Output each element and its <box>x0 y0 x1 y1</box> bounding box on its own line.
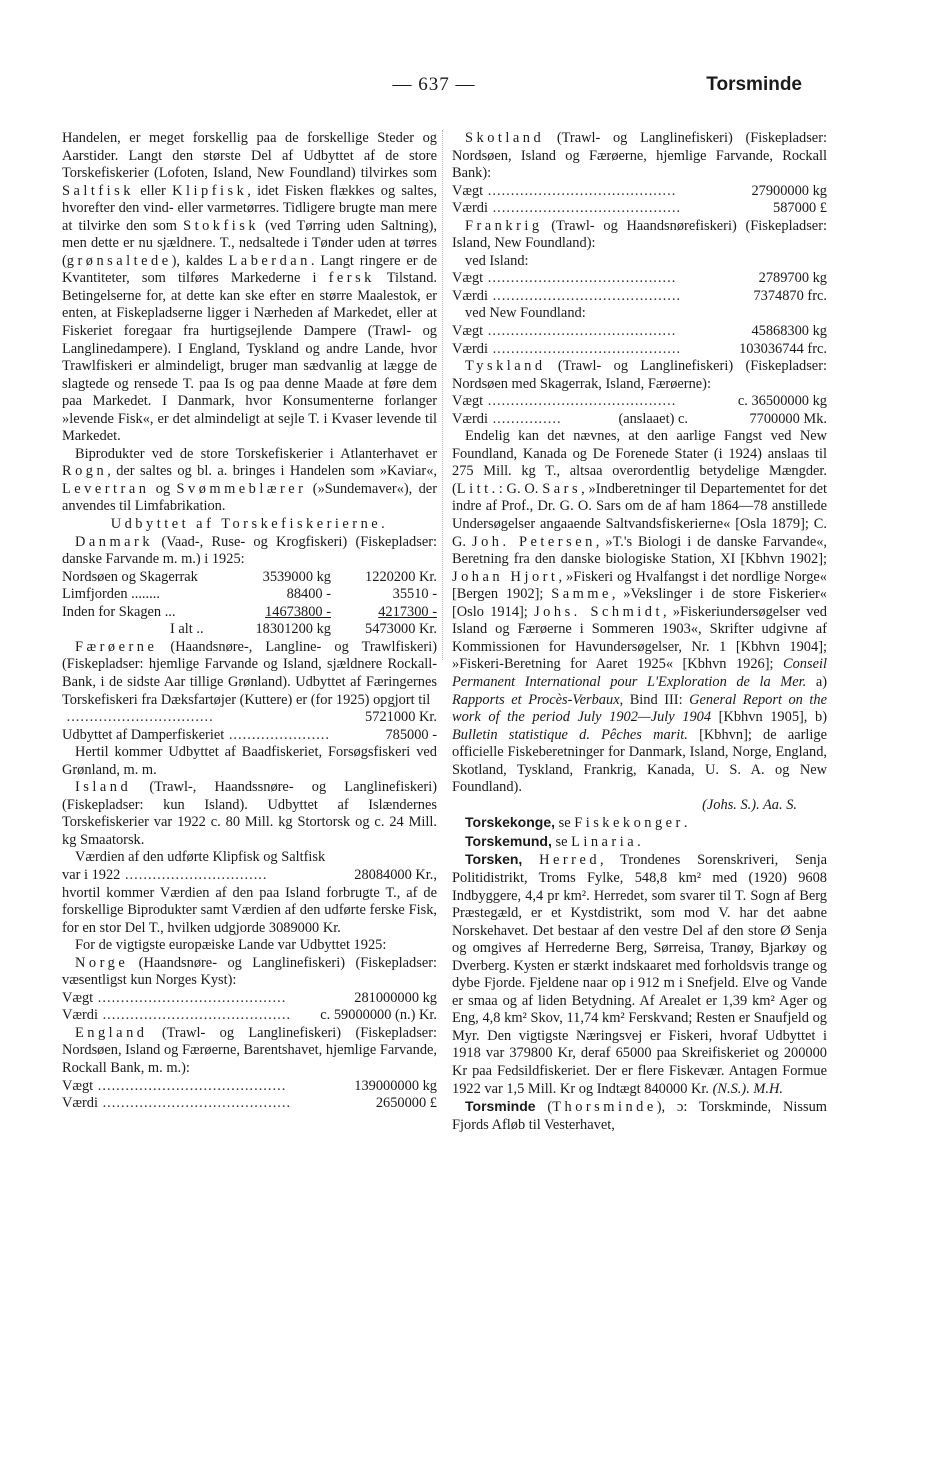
norway-weight-row: Vægt ......................................... 281000000 kg <box>62 989 437 1006</box>
paragraph-scotland: Skotland (Trawl- og Langlinefiskeri) (Fiskepladser: Nordsøen, Island og Færøerne, hjemlige Farvande, Rockall Bank): <box>452 130 827 182</box>
faroe-value-row: ................................ 5721000 Kr. <box>62 709 437 726</box>
paragraph-europe-intro: For de vigtigste europæiske Lande var Udbyttet 1925: <box>75 937 387 954</box>
table-total-row: I alt .. 18301200 kg 5473000 Kr. <box>170 621 437 638</box>
column-divider <box>442 130 443 660</box>
section-heading: Udbyttet af Torskefiskerierne. <box>110 516 389 533</box>
france-iceland-weight-row: Vægt ......................................... 2789700 kg <box>452 270 827 287</box>
table-row: Nordsøen og Skagerrak 3539000 kg 1220200 Kr. <box>62 568 437 585</box>
paragraph-iceland: Island (Trawl-, Haandssnøre- og Langlinefiskeri) (Fiskepladser: kun Island). Udbyttet af Islændernes Torskefiskerier var 1922 c. 80 Mill. kg Stortorsk og c. 24 Mill. kg Smaatorsk. <box>62 779 437 848</box>
table-row: Limfjorden ........ 88400 - 35510 - <box>62 586 437 603</box>
paragraph-faroe-extra: Hertil kommer Udbyttet af Baadfiskeriet, Forsøgsfiskeri ved Grønland, m. m. <box>62 744 437 778</box>
paragraph-france: Frankrig (Trawl- og Haandsnørefiskeri) (Fiskepladser: Island, New Foundland): <box>452 217 827 252</box>
faroe-steamer-row: Udbyttet af Damperfiskeriet ...................... 785000 - <box>62 726 437 743</box>
running-head: Torsminde <box>706 74 802 95</box>
scotland-value-row: Værdi ......................................... 587000 £ <box>452 200 827 217</box>
left-column <box>62 130 437 1113</box>
paragraph-denmark: Danmark (Vaad-, Ruse- og Krogfiskeri) (Fiskepladser: danske Farvande m. m.) i 1925: <box>62 533 437 568</box>
paragraph-trade: Handelen, er meget forskellig paa de forskellige Steder og Aarstider. Langt den største Del af Udbyttet af de store Torskefiskerier (Lofoten, Island, New Foundland) tilvirkes som Saltfisk eller Klipfisk, idet Fisken flækkes og saltes, hvorefter den vind- eller varmetørres. Tidligere brugte man mere at tilvirke den som Stokfisk (ved Tørring uden Saltning), men dette er nu sjældnere. T., nedsaltede i Tønder uden at tørres (grønsaltede), kaldes Laberdan. Langt ringere er de Kvantiteter, som tilføres Markederne i fersk Tilstand. Betingelserne for, at dette kan ske efter en større Maalestok, er enten, at Fiskepladserne ligger i Nærheden af Markedet, eller at Fiskeriet foregaar fra hurtigsejlende Dampere (Trawl- og Langlinedampere). I England, Tyskland og andre Lande, hvor Trawlfiskeri er almindeligt, bruger man sædvanlig at lægge de slagtede og rensede T. paa Is og paa denne Maade at føre dem paa Markedet. I Danmark, hvor Konsumenterne forlanger »levende Fisk«, er det almindeligt at sejle T. i Kvaser levende til Markedet. <box>62 130 438 445</box>
denmark-table <box>62 569 437 639</box>
right-column <box>452 130 827 1134</box>
iceland-value-label: Værdien af den udførte Klipfisk og Saltfisk <box>75 849 326 866</box>
table-row: Inden for Skagen ... 14673800 - 4217300 - <box>62 603 437 620</box>
germany-value-row: Værdi ............... (anslaaet) c. 7700000 Mk. <box>452 410 828 427</box>
paragraph-norway: Norge (Haandsnøre- og Langlinefiskeri) (Fiskepladser: væsentligst kun Norges Kyst): <box>62 954 437 989</box>
paragraph-literature: Endelig kan det nævnes, at den aarlige Fangst ved New Foundland, Kanada og De Forenede Stater (i 1924) anslaas til 275 Mill. kg T., altsaa overordentlig betydelige Mængder. (Litt.: G. O. Sars, »Indberetninger til Departementet for det indre af Prof., Dr. G. O. Sars om de af ham 1864—78 anstillede Undersøgelser angaaende Saltvandsfiskerierne« [Osla 1879]; C. G. Joh. Petersen, »T.'s Biologi i de danske Farvande«, Beretning fra den danske biologiske Station, XI [Kbhvn 1902]; Johan Hjort, »Fiskeri og Hvalfangst i det nordlige Norge« [Bergen 1902]; Samme, »Vekslinger i de store Fiskerier« [Oslo 1914]; Johs. Schmidt, »Fiskeriundersøgelser ved Island og Færøerne i Sommeren 1903«, Skrifter udgivne af Kommissionen for Havundersøgelser, Nr. 1 [Kbhvn 1904]; »Fiskeri-Beretning for Aaret 1925« [Kbhvn 1926]; Conseil Permanent International pour L'Exploration de la Mer. a) Rapports et Procès-Verbaux, Bind III: General Report on the work of the period July 1902—July 1904 [Kbhvn 1905], b) Bulletin statistique d. Pêches marit. [Kbhvn]; de aarlige officielle Fiskeberetninger for Danmark, Island, Norge, England, Skotland, Tyskland, Frankrig, Kanada, U. S. A. og New Foundland). <box>452 428 828 796</box>
scotland-weight-row: Vægt ......................................... 27900000 kg <box>452 182 827 199</box>
england-value-row: Værdi ......................................... 2650000 £ <box>62 1095 437 1112</box>
france-newfoundland-value-row: Værdi ......................................... 103036744 frc. <box>452 340 827 357</box>
england-weight-row: Vægt ......................................... 139000000 kg <box>62 1077 437 1094</box>
paragraph-faroe: Færøerne (Haandsnøre-, Langline- og Trawlfiskeri) (Fiskepladser: hjemlige Farvande og Island, sjældnere Rockall-Bank, i de sidste Aar tillige Grønland). Udbyttet af Færingernes Torskefiskeri fra Dæksfartøjer (Kuttere) er (for 1925) opgjort til <box>62 638 437 708</box>
paragraph-iceland-cont: hvortil kommer Værdien af den paa Island forbrugte T., af de forskellige Biprodukter samt Værdien af den udførte ferske Fisk, for en stor Del T., hvilken udgjorde 3089000 Kr. <box>62 884 437 936</box>
literature-signature: (Johs. S.). Aa. S. <box>702 796 797 813</box>
norway-value-row: Værdi ......................................... c. 59000000 (n.) Kr. <box>62 1007 437 1024</box>
entry-torskemund: Torskemund, se Linaria. <box>465 832 641 850</box>
germany-weight-row: Vægt ......................................... c. 36500000 kg <box>452 393 827 410</box>
entry-torskekonge: Torskekonge, se Fiskekonger. <box>465 814 688 832</box>
page-number: — 637 — <box>392 74 476 95</box>
france-newfoundland-weight-row: Vægt ......................................... 45868300 kg <box>452 323 827 340</box>
entry-torsken: Torsken, Herred, Trondenes Sorenskriveri, Senja Politidistrikt, Troms Fylke, 548,8 km² med (1920) 9608 Indbyggere, 4,4 pr km². Herredet, som svarer til T. Sogn af Berg Præstegæld, er et Kystdistrikt, som mod V. har det aabne Norskehavet. Det bestaar af den vestre Del af den store Ø Senja og omgives af Herrederne Berg, Sørreisa, Tranøy, Bjarkøy og Dverberg. Kysten er stærkt indskaaret med forholdsvis trange og dybe Fjorde. Fjeldene naar op i 912 m i Snefjeld. Elve og Vande er smaa og af liden Betydning. Af Arealet er 1,39 km² Ager og Eng, 4,8 km² Skov, 11,74 km² Ferskvand; Resten er Snaufjeld og Myr. Den vigtigste Næringsvej er Fiskeri, hvoraf Udbyttet i 1918 var 379800 Kr, deraf 65000 paa Skreifiskeriet og 200000 Kr paa Fedsildfiskeriet. Der er flere Fiskevær. Antagen Formue 1922 var 1,5 Mill. Kr og Indtægt 840000 Kr. (N.S.). M.H. <box>452 851 827 1097</box>
france-iceland-value-row: Værdi ......................................... 7374870 frc. <box>452 287 827 304</box>
paragraph-byproducts: Biprodukter ved de store Torskefiskerier i Atlanterhavet er Rogn, der saltes og bl. a. bringes i Handelen som »Kaviar«, Levertran og Svømmeblærer (»Sundemaver«), der anvendes til Limfabrikation. <box>62 445 437 515</box>
entry-torsminde: Torsminde (Thorsminde), ɔ: Torskminde, Nissum Fjords Afløb til Vesterhavet, <box>452 1098 827 1133</box>
iceland-value-row: var i 1922 ............................... 28084000 Kr., <box>62 866 437 883</box>
france-iceland-label: ved Island: <box>465 252 529 269</box>
paragraph-england: England (Trawl- og Langlinefiskeri) (Fiskepladser: Nordsøen, Island og Færøerne, Barentshavet, hjemlige Farvande, Rockall Bank, m. m.): <box>62 1024 437 1076</box>
france-newfoundland-label: ved New Foundland: <box>465 305 586 322</box>
paragraph-germany: Tyskland (Trawl- og Langlinefiskeri) (Fiskepladser: Nordsøen med Skagerrak, Island, Færøerne): <box>452 358 827 392</box>
